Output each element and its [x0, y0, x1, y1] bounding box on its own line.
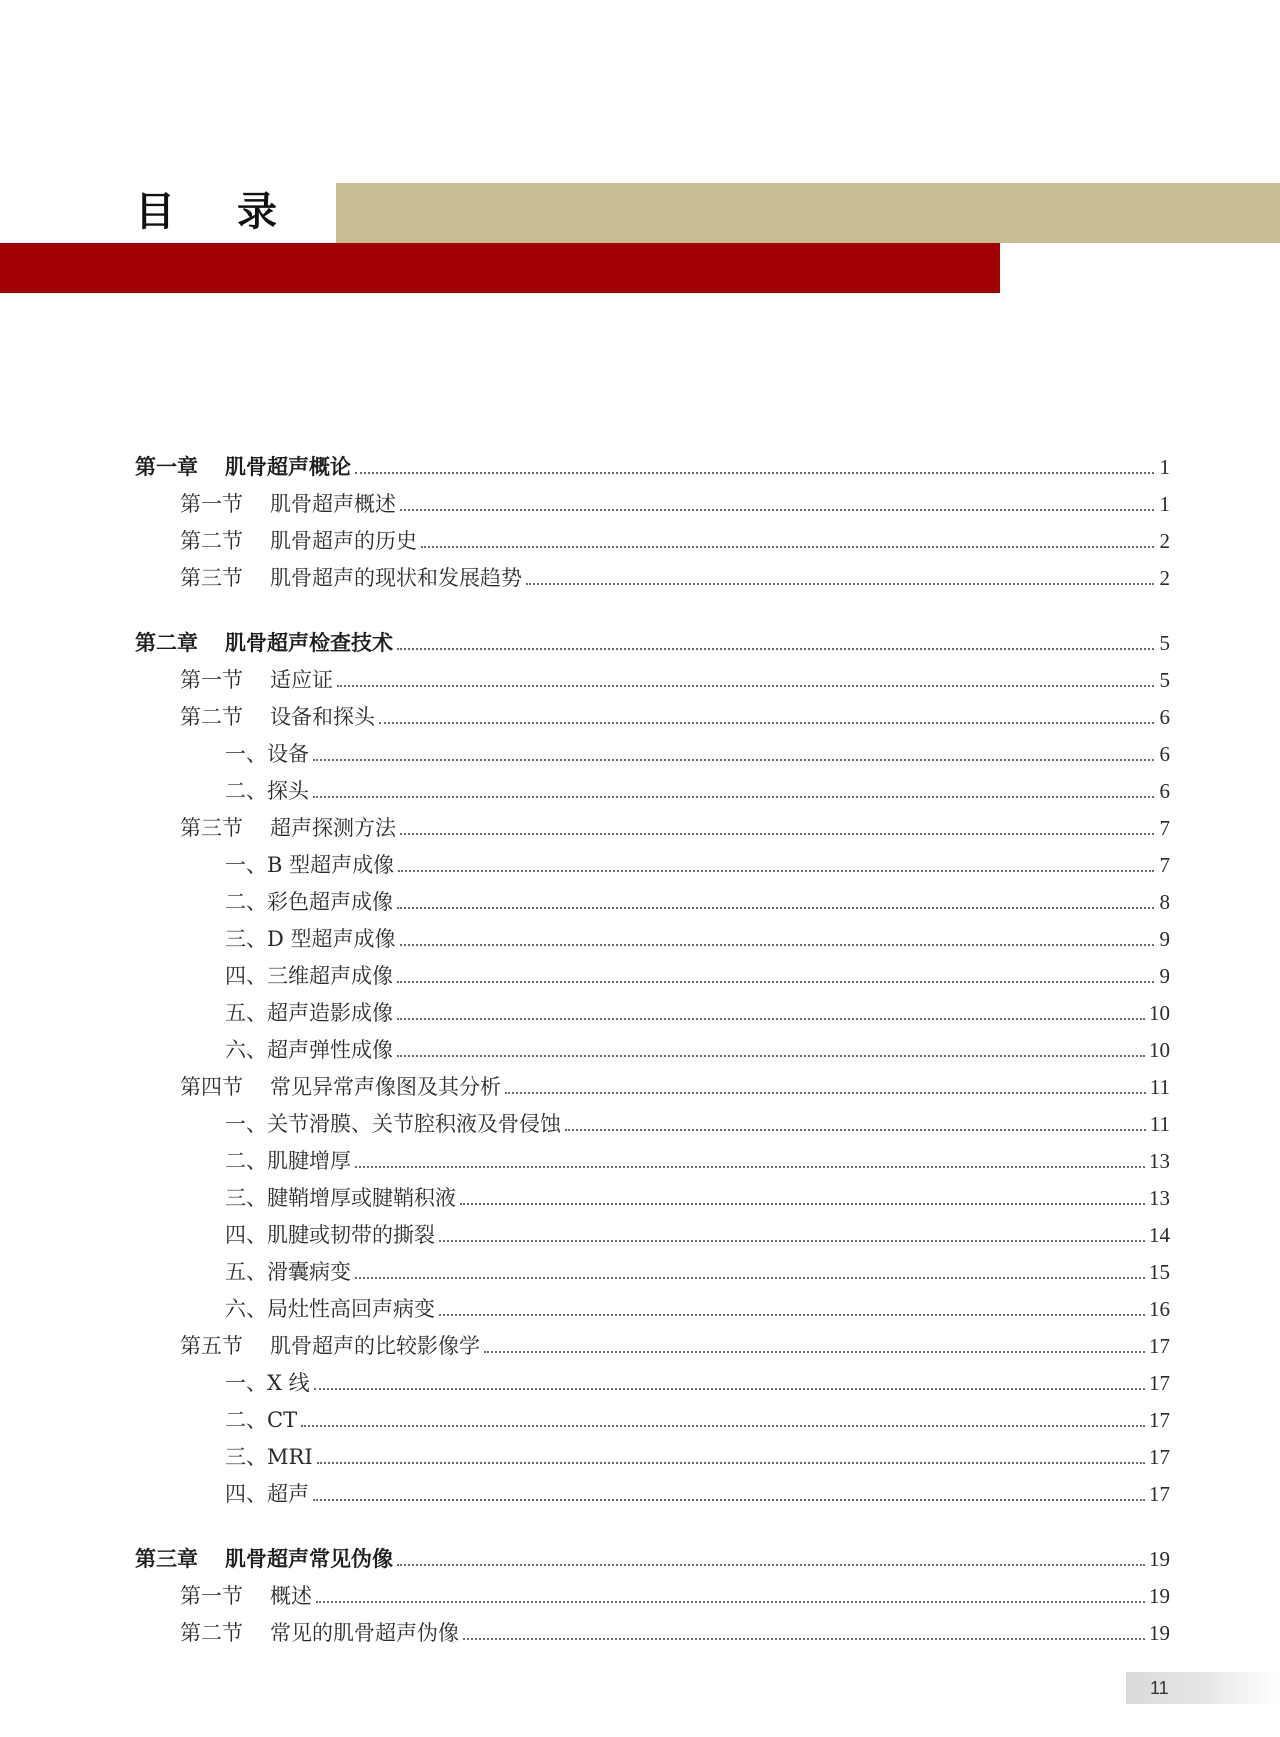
- toc-entry-number: 第三节: [180, 566, 243, 590]
- toc-entry-title: 设备: [267, 742, 309, 766]
- toc-entry-number: 四、: [225, 964, 267, 988]
- toc-subsection-row[interactable]: [135, 1177, 1170, 1211]
- toc-entry-title: 肌骨超声概论: [225, 455, 351, 479]
- toc-entry-title: 局灶性高回声病变: [267, 1297, 435, 1321]
- toc-entry-label: [225, 889, 393, 915]
- toc-dot-leader: [397, 981, 1154, 983]
- toc-entry-number: 三、: [225, 1445, 267, 1469]
- toc-page-number: 13: [1149, 1186, 1170, 1210]
- toc-entry-label: [225, 1407, 297, 1433]
- toc-entry-title: MRI: [267, 1445, 313, 1469]
- toc-entry-number: 三、: [225, 1186, 267, 1210]
- toc-dot-leader: [505, 1092, 1146, 1094]
- toc-entry-number: 第二节: [180, 705, 243, 729]
- toc-dot-leader: [337, 685, 1154, 687]
- toc-entry-label: [180, 1333, 480, 1359]
- toc-entry-number: 五、: [225, 1260, 267, 1284]
- toc-section-row[interactable]: [135, 1575, 1170, 1609]
- toc-entry-label: [225, 1000, 393, 1026]
- toc-entry-number: 第二节: [180, 1621, 243, 1645]
- toc-dot-leader: [463, 1638, 1145, 1640]
- toc-entry-number: 第一节: [180, 668, 243, 692]
- toc-page-number: 13: [1149, 1149, 1170, 1173]
- toc-entry-label: [225, 741, 309, 767]
- toc-entry-label: [180, 565, 522, 591]
- toc-entry-label: [180, 815, 396, 841]
- toc-page-number: 1: [1159, 455, 1170, 479]
- toc-page-number: 7: [1159, 853, 1170, 877]
- toc-dot-leader: [355, 1166, 1145, 1168]
- toc-page-number: 11: [1149, 1112, 1170, 1136]
- toc-entry-label: [180, 667, 333, 693]
- toc-entry-title: 常见异常声像图及其分析: [270, 1075, 501, 1099]
- toc-page-number: 11: [1149, 1075, 1170, 1099]
- toc-subsection-row[interactable]: [135, 1251, 1170, 1285]
- toc-dot-leader: [460, 1203, 1145, 1205]
- toc-page-number: 6: [1159, 742, 1170, 766]
- toc-entry-number: 二、: [225, 1149, 267, 1173]
- toc-dot-leader: [400, 944, 1154, 946]
- toc-entry-title: 探头: [267, 779, 309, 803]
- toc-entry-title: B 型超声成像: [267, 853, 395, 877]
- toc-entry-title: 肌骨超声的历史: [270, 529, 417, 553]
- toc-dot-leader: [397, 1055, 1145, 1057]
- toc-entry-label: [225, 852, 394, 878]
- toc-entry-label: [225, 1370, 310, 1396]
- toc-entry-title: 设备和探头: [270, 705, 375, 729]
- toc-page-number: 7: [1159, 816, 1170, 840]
- toc-section-row[interactable]: [135, 520, 1170, 554]
- toc-chapter-row[interactable]: [135, 622, 1170, 656]
- toc-dot-leader: [379, 722, 1154, 724]
- toc-dot-leader: [439, 1314, 1145, 1316]
- toc-page-number: 15: [1149, 1260, 1170, 1284]
- toc-entry-number: 第四节: [180, 1075, 243, 1099]
- toc-dot-leader: [400, 509, 1154, 511]
- toc-entry-label: [180, 1620, 459, 1646]
- toc-entry-number: 三、: [225, 927, 267, 951]
- toc-subsection-row[interactable]: [135, 1473, 1170, 1507]
- toc-entry-number: 二、: [225, 779, 267, 803]
- toc-entry-label: [225, 1296, 435, 1322]
- toc-entry-label: [225, 1111, 561, 1137]
- header-band-red: [0, 243, 1000, 293]
- toc-page-number: 2: [1159, 529, 1170, 553]
- toc-entry-number: 第二节: [180, 529, 243, 553]
- toc-page-number: 5: [1159, 668, 1170, 692]
- toc-entry-label: [225, 1185, 456, 1211]
- toc-page-number: 8: [1159, 890, 1170, 914]
- toc-section-row[interactable]: [135, 659, 1170, 693]
- toc-section-row[interactable]: [135, 696, 1170, 730]
- toc-page-number: 17: [1149, 1482, 1170, 1506]
- toc-dot-leader: [397, 907, 1154, 909]
- toc-entry-label: [135, 630, 393, 656]
- toc-entry-title: 超声探测方法: [270, 816, 396, 840]
- toc-dot-leader: [355, 1277, 1145, 1279]
- toc-entry-title: CT: [267, 1408, 298, 1432]
- toc-page-number: 9: [1159, 927, 1170, 951]
- toc-subsection-row[interactable]: [135, 1436, 1170, 1470]
- toc-entry-number: 第三节: [180, 816, 243, 840]
- toc-entry-label: [225, 1037, 393, 1063]
- toc-page-number: 19: [1149, 1584, 1170, 1608]
- toc-subsection-row[interactable]: [135, 992, 1170, 1026]
- toc-entry-label: [225, 1222, 435, 1248]
- toc-dot-leader: [397, 1564, 1145, 1566]
- toc-dot-leader: [316, 1601, 1145, 1603]
- toc-entry-title: 超声弹性成像: [267, 1038, 393, 1062]
- toc-page-number: 10: [1149, 1001, 1170, 1025]
- toc-page-number: 17: [1149, 1334, 1170, 1358]
- toc-page-number: 6: [1159, 705, 1170, 729]
- toc-dot-leader: [400, 833, 1154, 835]
- toc-dot-leader: [397, 648, 1154, 650]
- toc-entry-title: 腱鞘增厚或腱鞘积液: [267, 1186, 456, 1210]
- toc-subsection-row[interactable]: [135, 1029, 1170, 1063]
- toc-dot-leader: [484, 1351, 1145, 1353]
- toc-section-row[interactable]: [135, 807, 1170, 841]
- toc-entry-label: [225, 1148, 351, 1174]
- toc-section-row[interactable]: [135, 557, 1170, 591]
- toc-entry-number: 六、: [225, 1297, 267, 1321]
- toc-dot-leader: [421, 546, 1154, 548]
- toc-entry-title: X 线: [267, 1371, 310, 1395]
- toc-entry-title: 彩色超声成像: [267, 890, 393, 914]
- toc-entry-number: 第二章: [135, 631, 198, 655]
- toc-entry-title: 肌腱或韧带的撕裂: [267, 1223, 435, 1247]
- toc-page-number: 6: [1159, 779, 1170, 803]
- toc-entry-title: 肌腱增厚: [267, 1149, 351, 1173]
- toc-entry-title: 适应证: [270, 668, 333, 692]
- toc-dot-leader: [526, 583, 1154, 585]
- toc-entry-title: 超声: [267, 1482, 309, 1506]
- toc-dot-leader: [313, 796, 1154, 798]
- toc-entry-number: 一、: [225, 742, 267, 766]
- toc-entry-label: [225, 1444, 313, 1470]
- toc-subsection-row[interactable]: [135, 770, 1170, 804]
- toc-section-row[interactable]: [135, 1612, 1170, 1646]
- toc-dot-leader: [439, 1240, 1145, 1242]
- toc-entry-number: 四、: [225, 1482, 267, 1506]
- toc-page-number: 10: [1149, 1038, 1170, 1062]
- toc-entry-label: [180, 704, 375, 730]
- toc-section-row[interactable]: [135, 483, 1170, 517]
- toc-entry-number: 二、: [225, 890, 267, 914]
- toc-page-number: 2: [1159, 566, 1170, 590]
- toc-entry-label: [180, 1583, 312, 1609]
- toc-entry-number: 第五节: [180, 1334, 243, 1358]
- toc-entry-number: 一、: [225, 853, 267, 877]
- toc-page-number: 17: [1149, 1445, 1170, 1469]
- toc-subsection-row[interactable]: [135, 1140, 1170, 1174]
- toc-chapter-row[interactable]: [135, 446, 1170, 480]
- toc-entry-title: 关节滑膜、关节腔积液及骨侵蚀: [267, 1112, 561, 1136]
- page-number: 11: [1150, 1678, 1169, 1698]
- toc-dot-leader: [301, 1425, 1145, 1427]
- toc-section-row[interactable]: [135, 1325, 1170, 1359]
- toc-entry-title: 常见的肌骨超声伪像: [270, 1621, 459, 1645]
- toc-page-number: 14: [1149, 1223, 1170, 1247]
- toc-entry-title: 滑囊病变: [267, 1260, 351, 1284]
- toc-entry-label: [225, 1259, 351, 1285]
- toc-page-number: 5: [1159, 631, 1170, 655]
- toc-entry-number: 第一节: [180, 1584, 243, 1608]
- toc-dot-leader: [314, 1388, 1145, 1390]
- page-title: 目录: [135, 189, 339, 235]
- toc-dot-leader: [397, 1018, 1145, 1020]
- toc-entry-title: 肌骨超声的比较影像学: [270, 1334, 480, 1358]
- toc-subsection-row[interactable]: [135, 1362, 1170, 1396]
- toc-dot-leader: [398, 870, 1154, 872]
- toc-page-number: 17: [1149, 1371, 1170, 1395]
- toc-entry-label: [135, 454, 351, 480]
- toc-entry-title: 概述: [270, 1584, 312, 1608]
- toc-entry-number: 六、: [225, 1038, 267, 1062]
- toc-entry-number: 一、: [225, 1112, 267, 1136]
- toc-entry-label: [180, 1074, 501, 1100]
- toc-subsection-row[interactable]: [135, 1399, 1170, 1433]
- toc-dot-leader: [313, 759, 1154, 761]
- header-band-tan: [336, 183, 1280, 243]
- toc-entry-label: [225, 1481, 309, 1507]
- toc-entry-number: 一、: [225, 1371, 267, 1395]
- toc-entry-number: 第一章: [135, 455, 198, 479]
- toc-entry-label: [180, 528, 417, 554]
- toc-entry-title: 超声造影成像: [267, 1001, 393, 1025]
- toc-entry-number: 第一节: [180, 492, 243, 516]
- toc-entry-label: [180, 491, 396, 517]
- toc-dot-leader: [565, 1129, 1146, 1131]
- toc-page-number: 19: [1149, 1547, 1170, 1571]
- toc-entry-label: [225, 778, 309, 804]
- toc-entry-label: [135, 1546, 393, 1572]
- toc-dot-leader: [355, 472, 1154, 474]
- toc-entry-title: 肌骨超声常见伪像: [225, 1547, 393, 1571]
- toc-entry-title: 肌骨超声检查技术: [225, 631, 393, 655]
- toc-section-row[interactable]: [135, 1066, 1170, 1100]
- toc-page-number: 16: [1149, 1297, 1170, 1321]
- toc-subsection-row[interactable]: [135, 955, 1170, 989]
- toc-page-number: 9: [1159, 964, 1170, 988]
- toc-subsection-row[interactable]: [135, 1103, 1170, 1137]
- toc-entry-title: 肌骨超声概述: [270, 492, 396, 516]
- toc-entry-number: 二、: [225, 1408, 267, 1432]
- toc-entry-title: D 型超声成像: [267, 927, 396, 951]
- toc-subsection-row[interactable]: [135, 881, 1170, 915]
- toc-entry-number: 第三章: [135, 1547, 198, 1571]
- toc-page-number: 19: [1149, 1621, 1170, 1645]
- toc-page-number: 17: [1149, 1408, 1170, 1432]
- toc-subsection-row[interactable]: [135, 1288, 1170, 1322]
- toc-subsection-row[interactable]: [135, 733, 1170, 767]
- toc-dot-leader: [313, 1499, 1145, 1501]
- toc-subsection-row[interactable]: [135, 844, 1170, 878]
- toc-subsection-row[interactable]: [135, 1214, 1170, 1248]
- toc-entry-title: 肌骨超声的现状和发展趋势: [270, 566, 522, 590]
- toc-subsection-row[interactable]: [135, 918, 1170, 952]
- toc-page-number: 1: [1159, 492, 1170, 516]
- toc-entry-label: [225, 926, 396, 952]
- toc-entry-number: 四、: [225, 1223, 267, 1247]
- toc-chapter-row[interactable]: [135, 1538, 1170, 1572]
- toc-entry-label: [225, 963, 393, 989]
- toc-entry-number: 五、: [225, 1001, 267, 1025]
- toc-dot-leader: [317, 1462, 1145, 1464]
- toc-entry-title: 三维超声成像: [267, 964, 393, 988]
